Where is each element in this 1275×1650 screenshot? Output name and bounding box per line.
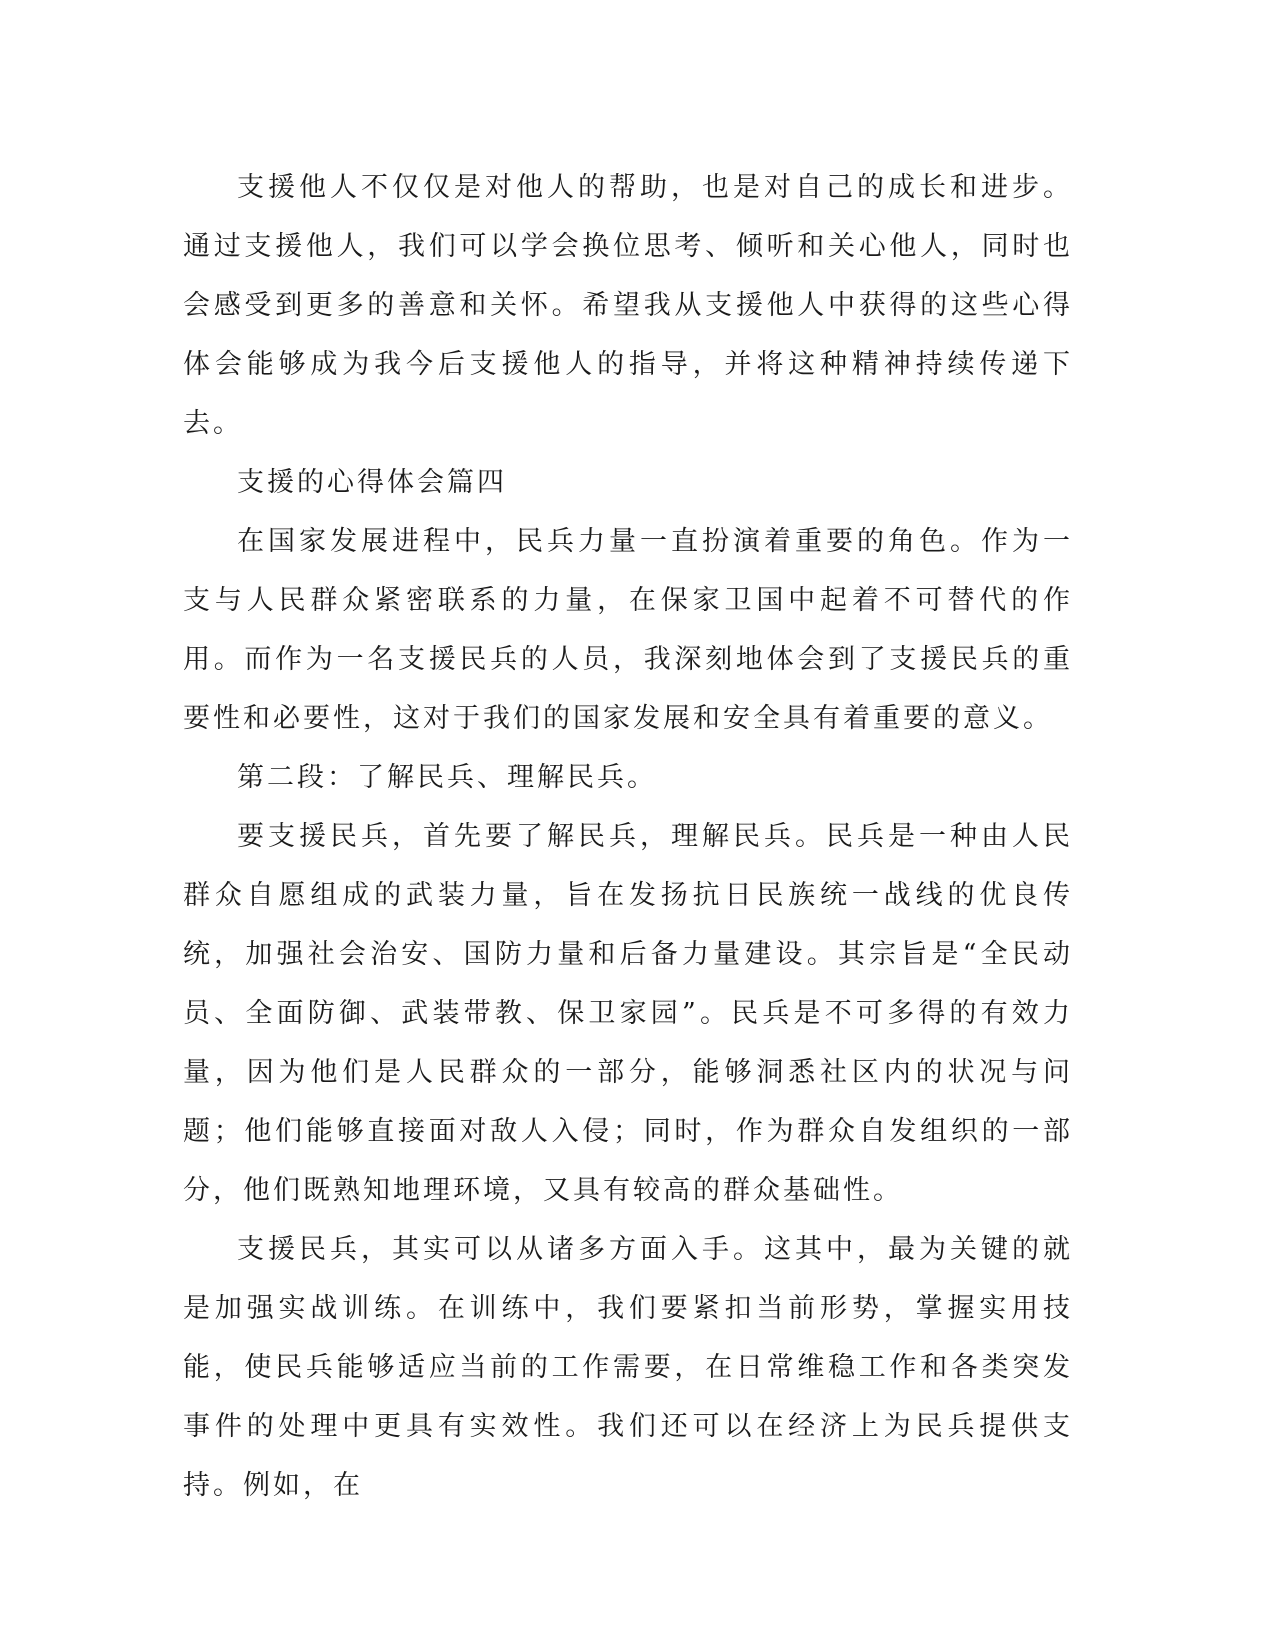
subsection-heading: 第二段：了解民兵、理解民兵。 [237,762,657,793]
paragraph-conclusion: 支援他人不仅仅是对他人的帮助，也是对自己的成长和进步。通过支援他人，我们可以学会换位思考、倾听和关心他人，同时也会感受到更多的善意和关怀。希望我从支援他人中获得的这些心得体会能够成为我今后支援他人的指导，并将这种精神持续传递下去。 [183,172,1073,439]
paragraph-support-methods: 支援民兵，其实可以从诸多方面入手。这其中，最为关键的就是加强实战训练。在训练中，我们要紧扣当前形势，掌握实用技能，使民兵能够适应当前的工作需要，在日常维稳工作和各类突发事件的处理中更具有实效性。我们还可以在经济上为民兵提供支持。例如，在 [183,1234,1073,1501]
paragraph-intro: 在国家发展进程中，民兵力量一直扮演着重要的角色。作为一支与人民群众紧密联系的力量，在保家卫国中起着不可替代的作用。而作为一名支援民兵的人员，我深刻地体会到了支援民兵的重要性和必要性，这对于我们的国家发展和安全具有着重要的意义。 [183,526,1073,734]
paragraph-understanding: 要支援民兵，首先要了解民兵，理解民兵。民兵是一种由人民群众自愿组成的武装力量，旨在发扬抗日民族统一战线的优良传统，加强社会治安、国防力量和后备力量建设。其宗旨是“全民动员、全面防御、武装带教、保卫家园”。民兵是不可多得的有效力量，因为他们是人民群众的一部分，能够洞悉社区内的状况与问题；他们能够直接面对敌人入侵；同时，作为群众自发组织的一部分，他们既熟知地理环境，又具有较高的群众基础性。 [183,821,1073,1206]
document-body [183,158,1073,1515]
section-heading: 支援的心得体会篇四 [237,467,507,498]
